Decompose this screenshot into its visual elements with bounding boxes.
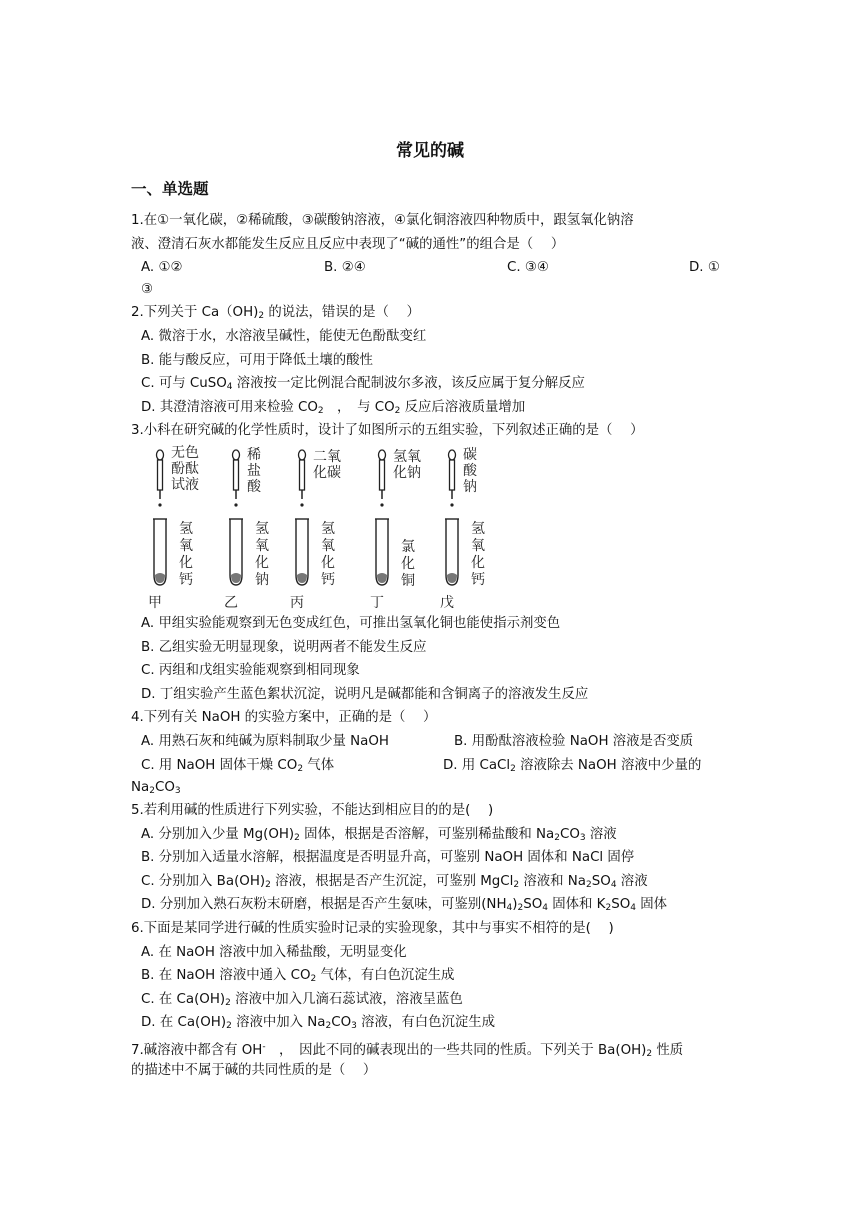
q6-option-a: A. 在 NaOH 溶液中加入稀盐酸，无明显变化: [141, 945, 407, 960]
q6-option-c: C. 在 $Ca(OH)_2$ 溶液中加入几滴石蕊试液，溶液呈蓝色: [141, 992, 463, 1008]
section-heading: 一、单选题: [131, 180, 209, 198]
q3-option-b: B. 乙组实验无明显现象，说明两者不能发生反应: [141, 640, 427, 655]
droplet: [380, 503, 383, 506]
tube-label: 氢: [179, 521, 193, 537]
q7-stem-line2: 的描述中不属于碱的共同性质的是（ ）: [131, 1063, 377, 1078]
tube-label: 钙: [321, 572, 335, 588]
q2-option-a: A. 微溶于水，水溶液呈碱性，能使无色酚酞变红: [141, 329, 427, 344]
dropper-label: 氢氧: [393, 449, 421, 465]
group-label: 戊: [440, 595, 454, 611]
dropper-stem: [300, 460, 305, 490]
dropper-label: 盐: [247, 463, 261, 479]
q4-option-c: C. 用 NaOH 固体干燥 $CO_2$ 气体: [141, 758, 335, 774]
q1-option-a: A. ①②: [141, 260, 183, 275]
q4-stem: 4.下列有关 NaOH 的实验方案中，正确的是（ ）: [131, 710, 437, 725]
tube-label: 氧: [321, 538, 335, 554]
tube-label: 化: [255, 555, 269, 571]
tube-label: 铜: [401, 573, 415, 589]
dropper-label: 钠: [463, 479, 477, 495]
group-label: 丁: [370, 595, 384, 611]
dropper-bulb: [299, 450, 306, 460]
dropper-stem: [380, 460, 385, 490]
q4-option-b: B. 用酚酞溶液检验 NaOH 溶液是否变质: [454, 734, 694, 749]
q1-option-c: C. ③④: [507, 260, 549, 275]
q3-stem: 3.小科在研究碱的化学性质时，设计了如图所示的五组实验，下列叙述正确的是（ ）: [131, 423, 644, 438]
dropper-bulb: [379, 450, 386, 460]
dropper-label: 二氧: [313, 449, 341, 465]
q1-stem-line2: 液、澄清石灰水都能发生反应且反应中表现了“碱的通性”的组合是（ ）: [131, 237, 565, 252]
dropper-stem: [158, 460, 163, 490]
dropper-bulb: [233, 450, 240, 460]
tube-label: 氢: [471, 521, 485, 537]
tube-label: 氢: [321, 521, 335, 537]
droplet: [300, 503, 303, 506]
q6-option-b: B. 在 NaOH 溶液中通入 $CO_2$ 气体，有白色沉淀生成: [141, 968, 455, 984]
q1-option-d: D. ①: [689, 260, 720, 275]
dropper-label: 酚酞: [171, 461, 199, 477]
dropper-label: 酸: [463, 463, 477, 479]
dropper-label: 无色: [171, 445, 199, 461]
droplet: [158, 503, 161, 506]
q2-stem: 2.下列关于 $Ca(OH)_2$ 的说法，错误的是（ ）: [131, 305, 420, 321]
q2-option-d: D. 其澄清溶液可用来检验 $CO_2$ ， 与 $CO_2$ 反应后溶液质量增加: [141, 400, 526, 416]
tube-label: 化: [179, 555, 193, 571]
tube-label: 氧: [255, 538, 269, 554]
tube-label: 氧: [179, 538, 193, 554]
tube-label: 化: [401, 556, 415, 572]
dropper-label: 稀: [247, 447, 261, 463]
tube-label: 氯: [401, 539, 415, 555]
tube-label: 化: [471, 555, 485, 571]
q2-option-c: C. 可与 CuSO$_4$ 溶液按一定比例混合配制波尔多液，该反应属于复分解反应: [141, 376, 585, 392]
group-label: 丙: [290, 595, 304, 611]
tube-label: 钙: [471, 572, 485, 588]
q5-option-a: A. 分别加入少量 $Mg(OH)_2$ 固体，根据是否溶解，可鉴别稀盐酸和 $Na_2CO_3$ 溶液: [141, 827, 617, 843]
q6-option-d: D. 在 $Ca(OH)_2$ 溶液中加入 $Na_2CO_3$ 溶液，有白色沉淀生成: [141, 1015, 496, 1031]
q5-stem: 5.若利用碱的性质进行下列实验，不能达到相应目的的是( ): [131, 803, 494, 818]
q7-stem-line1: 7.碱溶液中都含有 OH- ， 因此不同的碱表现出的一些共同的性质。下列关于 $Ba(OH)_2$ 性质: [131, 1042, 684, 1059]
tube-label: 氧: [471, 538, 485, 554]
dropper-label: 化钠: [393, 465, 421, 481]
dropper-bulb: [157, 450, 164, 460]
tube-label: 氢: [255, 521, 269, 537]
dropper-stem: [450, 460, 455, 490]
q3-option-c: C. 丙组和戊组实验能观察到相同现象: [141, 663, 360, 678]
q3-option-a: A. 甲组实验能观察到无色变成红色，可推出氢氧化铜也能使指示剂变色: [141, 616, 561, 631]
q5-option-d: D. 分别加入熟石灰粉末研磨，根据是否产生氨味，可鉴别$(NH_4)_2SO_4$ 固体和 $K_2SO_4$ 固体: [141, 897, 668, 913]
q5-option-b: B. 分别加入适量水溶解，根据温度是否明显升高，可鉴别 NaOH 固体和 NaCl 固停: [141, 850, 635, 865]
page-title: 常见的碱: [396, 141, 464, 161]
dropper-label: 碳: [463, 447, 477, 463]
droplet: [450, 503, 453, 506]
dropper-label: 试液: [171, 477, 199, 493]
tube-label: 钠: [255, 572, 269, 588]
dropper-stem: [234, 460, 239, 490]
q3-option-d: D. 丁组实验产生蓝色絮状沉淀，说明凡是碱都能和含铜离子的溶液发生反应: [141, 687, 589, 702]
group-label: 乙: [224, 595, 238, 611]
q4-option-d-continued: $Na_2CO_3$: [131, 780, 181, 796]
q1-option-b: B. ②④: [324, 260, 366, 275]
group-label: 甲: [148, 595, 162, 611]
droplet: [234, 503, 237, 506]
q1-option-d-continued: ③: [141, 282, 154, 297]
experiment-figure: [144, 443, 504, 613]
q2-option-b: B. 能与酸反应，可用于降低土壤的酸性: [141, 353, 373, 368]
tube-label: 钙: [179, 572, 193, 588]
q4-option-a: A. 用熟石灰和纯碱为原料制取少量 NaOH: [141, 734, 389, 749]
q1-stem-line1: 1.在①一氧化碳，②稀硫酸，③碳酸钠溶液，④氯化铜溶液四种物质中，跟氢氧化钠溶: [131, 213, 634, 228]
q4-option-d: D. 用 CaCl$_2$ 溶液除去 NaOH 溶液中少量的: [443, 758, 702, 774]
q5-option-c: C. 分别加入 $Ba(OH)_2$ 溶液，根据是否产生沉淀，可鉴别 MgCl$_2$ 溶液和 $Na_2SO_4$ 溶液: [141, 874, 648, 890]
q6-stem: 6.下面是某同学进行碱的性质实验时记录的实验现象，其中与事实不相符的是( ): [131, 921, 614, 936]
dropper-label: 酸: [247, 479, 261, 495]
dropper-bulb: [449, 450, 456, 460]
dropper-label: 化碳: [313, 465, 341, 481]
tube-label: 化: [321, 555, 335, 571]
